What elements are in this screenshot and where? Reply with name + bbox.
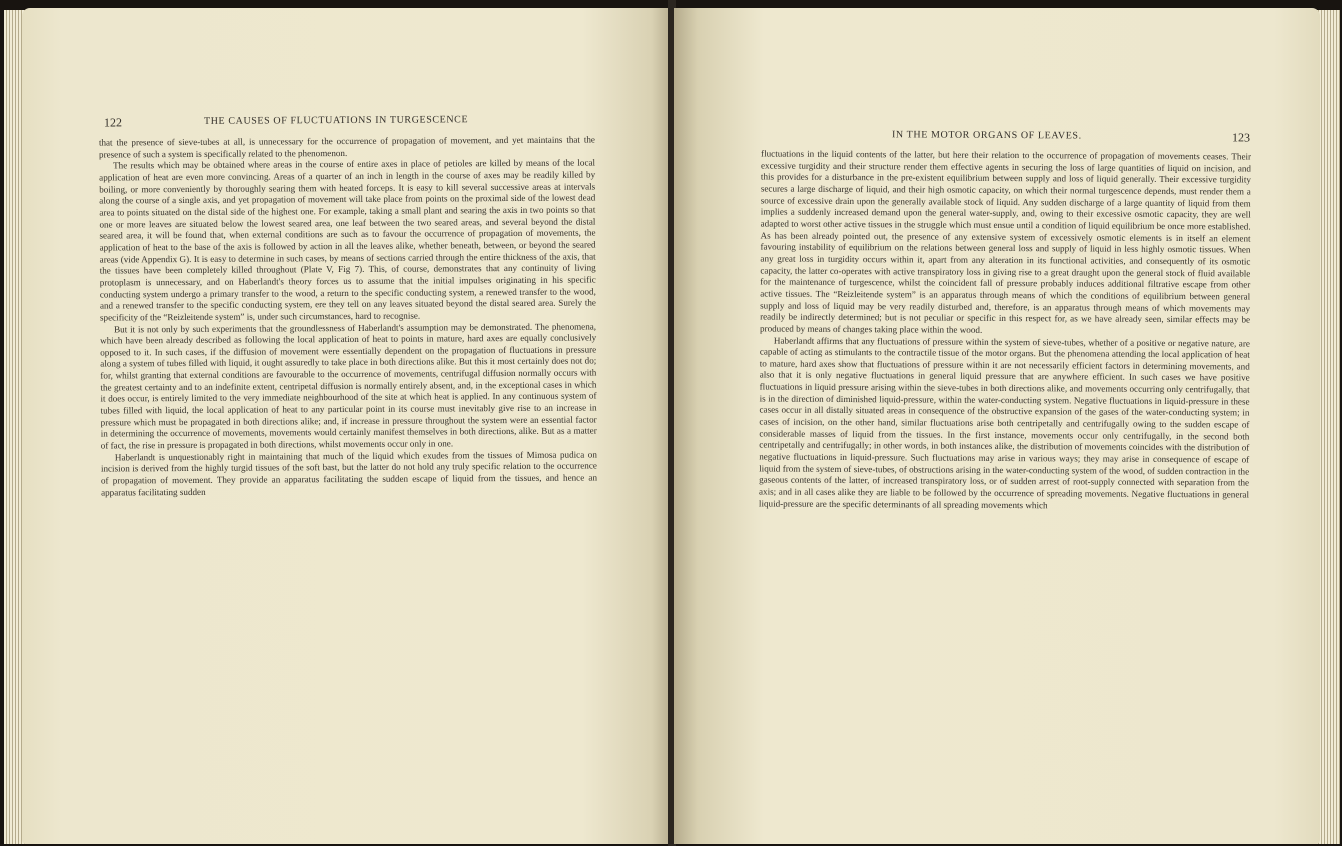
page-number: 123 bbox=[1231, 130, 1251, 145]
paragraph: The results which may be obtained where areas in the course of entire axes in place of petioles are killed by means of the local application of heat are even more convincing. Areas of a quarter of an inch in length in the course of axes may be readily killed by boiling, or more conveniently by thoroughly searing them with heated forceps. It is easy to kill several successive areas at intervals along the course of a single axis, and yet propagation of movement will take place from points on the proximal side of the lowest dead area to points situated on the distal side of the highest one. For example, taking a small plant and searing the axis in two points so that one or more leaves are situated below the lowest seared area, one leaf between the two seared areas, and several beyond the distal seared area, it will be found that, when external conditions are such as to favour the occurrence of propagation of movements, the application of heat to the base of the axis is followed by action in all the leaves alike, whether beneath, between, or beyond the seared areas (vide Appendix G). It is easy to determine in such cases, by means of sections carried through the entire thickness of the axis, that the tissues have been completely killed throughout (Plate V, Fig 7). This, of course, demonstrates that any continuity of living protoplasm is unnecessary, and on Haberlandt's theory forces us to assume that the initial impulses originating in his specific conducting system undergo a primary transfer to the wood, a return to the specific conducting system, a renewed transfer to the wood, and a renewed transfer to the specific conducting system, ere they tell on any leaves situated beyond the distal seared area. Surely the specificity of the “Reizleitende system” is, under such circumstances, hard to recognise. bbox=[99, 157, 596, 323]
running-head: IN THE MOTOR ORGANS OF LEAVES. bbox=[891, 129, 1082, 142]
left-page-header bbox=[104, 113, 590, 132]
paragraph: fluctuations in the liquid contents of the latter, but here their relation to the occurrence of propagation of movements ceases. Their excessive turgidity and their structure render them effective agents in securing the loss of large quantities of liquid on incision, and this provides for a disturbance in the pre-existent equilibrium between supply and loss of liquid generally. Their excessive turgidity secures a large discharge of liquid, and their high osmotic capacity, on which their normal turgescence depends, must render them a source of excessive drain upon the generally available stock of liquid. Any sudden discharge of a large quantity of liquid from them implies a suddenly increased demand upon the general water-supply, and, owing to their excessive osmotic capacity, they are well adapted to worst other active tissues in the struggle which must ensue until a condition of liquid equilibrium be once more established. As has been already pointed out, the presence of any extensive system of excessively osmotic elements is in itself an element favouring instability of equilibrium on the relations between general loss and supply of liquid in less highly osmotic tissues. When any great loss in turgidity occurs within it, apart from any alteration in its functional activities, and consequently of its osmotic capacity, the latter co-operates with active transpiratory loss in giving rise to a great draught upon the general stock of fluid available for the maintenance of turgescence, whilst the coincident fall of pressure probably induces additional filtrative escape from other active tissues. The “Reizleitende system” is an apparatus through means of which the conditions of equilibrium between general supply and loss of liquid may be very readily disturbed and, therefore, is an apparatus through means of which movements may readily be indirectly determined; but is not peculiar or specific in this respect for, as we have already seen, similar effects may be produced by means of changes taking place within the wood. bbox=[759, 148, 1252, 335]
left-page bbox=[22, 8, 670, 844]
running-head: THE CAUSES OF FLUCTUATIONS IN TURGESCENCE bbox=[203, 114, 469, 127]
right-page-body bbox=[759, 149, 1251, 513]
paragraph: that the presence of sieve-tubes at all, is unnecessary for the occurrence of propagation of movement, and yet maintains that the presence of such a system is specifically related to the phenomenon. bbox=[98, 134, 595, 160]
right-page bbox=[674, 8, 1320, 844]
left-page-body bbox=[99, 134, 597, 498]
paragraph: Haberlandt is unquestionably right in maintaining that much of the liquid which exudes from the tissues of Mimosa pudica on incision is derived from the highly turgid tissues of the soft bast, but the latter do not hold any truly specific relation to the occurrence of propagation of movement. They provide an apparatus facilitating the sudden escape of liquid from the tissues, and hence an apparatus facilitating sudden bbox=[100, 449, 598, 498]
right-page-header bbox=[762, 128, 1250, 147]
page-number: 122 bbox=[103, 115, 123, 130]
paragraph: Haberlandt affirms that any fluctuations of pressure within the system of sieve-tubes, whether of a positive or negative nature, are capable of acting as stimulants to the contractile tissue of the motor organs. But the phenomena attending the local application of heat to mature, hard axes show that fluctuations of pressure within it are not necessarily efficient factors in determining movements, and also that it is only negative fluctuations in general liquid pressure that are anywhere efficient. In such cases we have positive fluctuations in liquid pressure arising within the sieve-tubes in both directions alike, and movements occurring only centrifugally, that is in the direction of diminished liquid-pressure, within the water-conducting system. Negative fluctuations in liquid-pressure in these cases occur in all distally situated areas in consequence of the obstructive expansion of the gases of the water-conducting system; in cases of incision, on the other hand, similar fluctuations arise both centripetally and centrifugally owing to the sudden escape of considerable masses of liquid from the tissues. In the first instance, movements occur only centrifugally, in the second both centripetally and centrifugally; in other words, in both instances alike, the distribution of movements coincides with the distribution of negative fluctuations in liquid-pressure. Such fluctuations may arise in various ways; they may arise in consequence of escape of liquid from the system of sieve-tubes, of obstructions arising in the water-conducting system of the wood, of sudden contraction in the gaseous contents of the latter, of increased transpiratory loss, or of sudden arrest of root-supply connected with separation from the axis; and in all cases alike they are liable to be followed by the occurrence of spreading movements. Negative fluctuations in general liquid-pressure are the specific determinants of all spreading movements which bbox=[758, 335, 1250, 510]
paragraph: But it is not only by such experiments that the groundlessness of Haberlandt's assumption may be demonstrated. The phenomena, which have been already described as following the local application of heat to points in mature, hard axes are equally conclusively opposed to it. In such cases, if the diffusion of movement were essentially dependent on the propagation of fluctuations in pressure along a system of tubes filled with liquid, it ought assuredly to take place in both directions alike. But this it most certainly does not do; for, whilst granting that external conditions are favourable to the occurrence of movements, centrifugal diffusion normally occurs with the greatest certainty and to an indefinite extent, centripetal diffusion is normally entirely absent, and, in the exceptional cases in which it does occur, is entirely limited to the very immediate neighbourhood of the site at which heat is applied. In any continuous system of tubes filled with liquid, the local application of heat to any particular point in its course must inevitably give rise to an increase in pressure which must be propagated in both directions alike; and, if increase in pressure throughout the system were an essential factor in determining the occurrence of movements, movements would certainly manifest themselves in both directions, alike. But as a matter of fact, the rise in pressure is propagated in both directions, whilst movements occur only in one. bbox=[100, 320, 597, 451]
